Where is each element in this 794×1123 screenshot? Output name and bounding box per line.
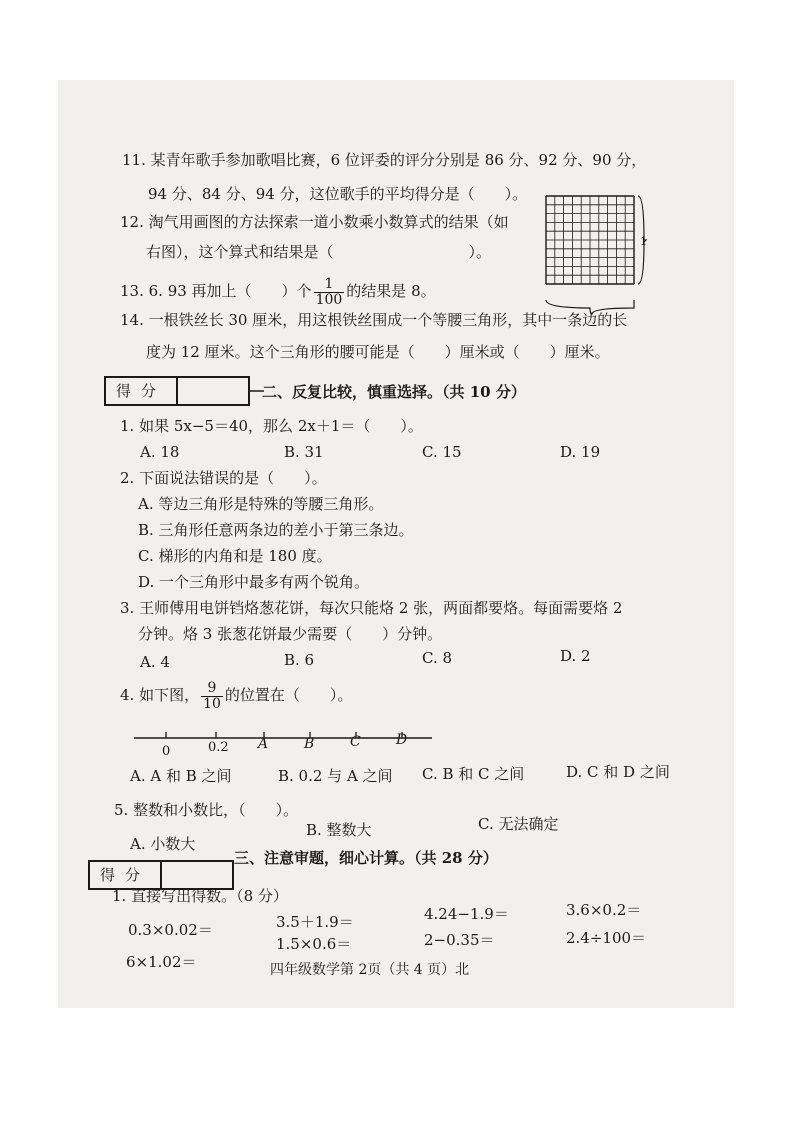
s2-q3-option-c: C. 8 [422, 649, 453, 667]
s2-q4-text-after: 的位置在（ ）。 [224, 686, 353, 704]
s2-q3-option-a: A. 4 [140, 653, 170, 671]
s2-q1-stem: 1. 如果 5x−5＝40，那么 2x＋1＝（ ）。 [120, 417, 423, 435]
s2-q2-option-a: A. 等边三角形是特殊的等腰三角形。 [138, 495, 384, 513]
s2-q4-option-b: B. 0.2 与 A 之间 [278, 767, 393, 785]
score-blank-s3 [162, 862, 232, 888]
s2-q1-option-a: A. 18 [140, 443, 180, 461]
calc-8: 2.4÷100＝ [566, 929, 647, 947]
s2-q4-text-before: 4. 如下图， [120, 686, 200, 704]
s2-q5-stem: 5. 整数和小数比，（ ）。 [114, 801, 299, 819]
score-label-s3: 得分 [90, 862, 162, 888]
calc-1: 0.3×0.02＝ [128, 921, 213, 939]
q13-text-after: 的结果是 8。 [346, 282, 436, 300]
s2-q2-option-d: D. 一个三角形中最多有两个锐角。 [138, 573, 370, 591]
q14-line1: 14. 一根铁丝长 30 厘米，用这根铁丝围成一个等腰三角形，其中一条边的长 [120, 311, 628, 329]
calc-4: 3.6×0.2＝ [566, 901, 642, 919]
s2-q2-stem: 2. 下面说法错误的是（ ）。 [120, 469, 327, 487]
calc-6: 1.5×0.6＝ [276, 935, 352, 953]
s2-q3-line1: 3. 王师傅用电饼铛烙葱花饼，每次只能烙 2 张，两面都要烙。每面需要烙 2 [120, 599, 623, 617]
s2-q5-option-b: B. 整数大 [306, 821, 372, 839]
number-line [134, 730, 434, 754]
numline-label-d: D [396, 732, 408, 748]
s2-q1-option-c: C. 15 [422, 443, 462, 461]
numline-label-a: A [258, 736, 269, 752]
q13-line [120, 274, 436, 308]
s2-q4-option-d: D. C 和 D 之间 [566, 763, 670, 781]
q12-line2: 右图），这个算式和结果是（ ）。 [146, 243, 492, 261]
s3-q1-stem: 1. 直接写出得数。（8 分） [112, 887, 288, 905]
numline-label-0-2: 0.2 [208, 740, 229, 755]
s2-q1-option-b: B. 31 [284, 443, 324, 461]
s2-q5-option-c: C. 无法确定 [478, 815, 559, 833]
q13-text-before: 13. 6. 93 再加上（ ）个 [120, 282, 312, 300]
q13-denominator: 100 [315, 291, 343, 308]
calc-3: 4.24−1.9＝ [424, 905, 509, 923]
decimal-grid-figure [546, 196, 646, 314]
section3-title: 三、注意审题，细心计算。（共 28 分） [234, 849, 498, 867]
q14-line2: 度为 12 厘米。这个三角形的腰可能是（ ）厘米或（ ）厘米。 [146, 343, 610, 361]
score-box-section2 [104, 376, 250, 406]
q13-numerator: 1 [314, 277, 345, 293]
s2-q5-option-a: A. 小数大 [130, 835, 196, 853]
calc-2: 3.5＋1.9＝ [276, 913, 354, 931]
numline-label-0: 0 [162, 744, 171, 759]
q13-fraction [314, 277, 345, 308]
calc-5: 6×1.02＝ [126, 953, 197, 971]
calc-7: 2−0.35＝ [424, 931, 495, 949]
q11-line1: 11. 某青年歌手参加歌唱比赛，6 位评委的评分分别是 86 分、92 分、90 分， [122, 151, 647, 169]
s2-q2-option-c: C. 梯形的内角和是 180 度。 [138, 547, 332, 565]
s2-q3-option-d: D. 2 [560, 647, 591, 665]
s2-q4-numerator: 9 [201, 681, 223, 697]
numline-label-c: C [350, 734, 361, 750]
score-blank [178, 378, 248, 404]
score-label: 得分 [106, 378, 178, 404]
s2-q4-option-c: C. B 和 C 之间 [422, 765, 525, 783]
s2-q3-option-b: B. 6 [284, 651, 315, 669]
s2-q4-option-a: A. A 和 B 之间 [130, 767, 232, 785]
s2-q3-line2: 分钟。烙 3 张葱花饼最少需要（ ）分钟。 [138, 625, 443, 643]
section2-title: 二、反复比较，慎重选择。（共 10 分） [262, 383, 526, 401]
q12-line1: 12. 淘气用画图的方法探索一道小数乘小数算式的结果（如 [120, 213, 509, 231]
page-footer: 四年级数学第 2页（共 4 页）北 [270, 962, 470, 978]
s2-q2-option-b: B. 三角形任意两条边的差小于第三条边。 [138, 521, 414, 539]
s2-q4-line [120, 676, 352, 714]
grid-side-label: 1 [640, 235, 647, 248]
q11-line2: 94 分、84 分、94 分，这位歌手的平均得分是（ ）。 [148, 185, 528, 203]
s2-q4-fraction [201, 681, 223, 712]
s2-q1-option-d: D. 19 [560, 443, 601, 461]
numline-label-b: B [304, 736, 315, 752]
s2-q4-denominator: 10 [203, 695, 221, 712]
